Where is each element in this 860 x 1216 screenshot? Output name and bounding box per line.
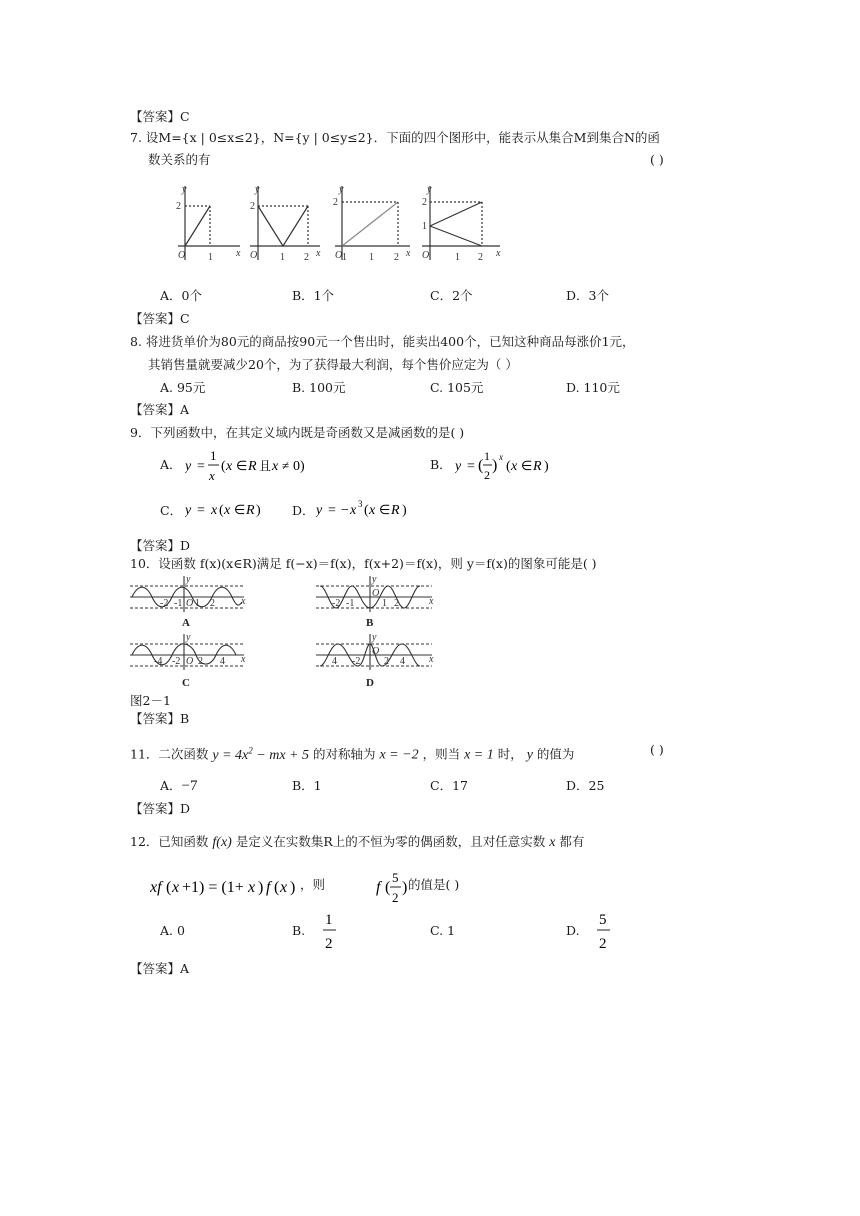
svg-text:2: 2 (394, 252, 399, 263)
svg-text:≠: ≠ (282, 458, 290, 473)
svg-text:5: 5 (599, 912, 607, 928)
svg-text:2: 2 (392, 890, 399, 905)
svg-text:(: ( (274, 879, 280, 896)
svg-text:x: x (316, 248, 321, 259)
q10-figure-caption: 图2－1 (130, 693, 171, 708)
svg-text:x: x (241, 596, 246, 607)
q11-option-c: C．17 (430, 778, 468, 793)
q8-option-a: A. 95元 (160, 380, 206, 395)
q10-graphs (126, 574, 446, 692)
svg-text:O: O (372, 646, 380, 657)
svg-text:-2: -2 (352, 656, 361, 667)
q10-graph-label-a: A (182, 617, 190, 629)
svg-text:): ) (544, 459, 549, 474)
q8-stem-line2: 其销售量就要减少20个，为了获得最大利润，每个售价应定为（ ） (148, 357, 518, 372)
svg-text:且: 且 (259, 459, 272, 473)
q11-y: y (526, 747, 533, 763)
q11-prefix: 11．二次函数 (130, 746, 209, 762)
svg-text:): ) (402, 879, 408, 896)
svg-text:2: 2 (484, 468, 490, 482)
q8-option-b: B. 100元 (292, 380, 346, 395)
q12-option-c: C. 1 (430, 923, 456, 938)
svg-text:2: 2 (599, 936, 607, 952)
svg-text:): ) (492, 457, 498, 474)
svg-text:x: x (224, 503, 231, 518)
q12-option-a: A. 0 (160, 923, 185, 938)
svg-text:2: 2 (304, 252, 309, 263)
svg-text:y: y (455, 459, 462, 474)
q7-graph-3 (335, 186, 410, 260)
svg-text:=: = (197, 459, 205, 474)
svg-text:): ) (402, 503, 407, 518)
svg-text:y: y (186, 574, 191, 585)
answer-q6: 【答案】C (130, 109, 190, 124)
svg-text:3: 3 (358, 499, 363, 509)
svg-text:x: x (350, 503, 357, 518)
q10-graph-label-c: C (182, 677, 190, 689)
svg-text:f: f (376, 879, 381, 896)
svg-text:∈: ∈ (234, 502, 246, 517)
q12-fx: f(x) (212, 835, 232, 850)
svg-text:1: 1 (484, 449, 490, 463)
q11-option-b: B．1 (292, 778, 322, 793)
q10-stem: 10．设函数 f(x)(x∈R)满足 f(−x)＝f(x)，f(x+2)＝f(x)，则 y＝f(x)的图象可能是( ) (130, 556, 597, 571)
svg-text:O: O (372, 588, 380, 599)
q11-answer-paren: ( ) (650, 742, 664, 757)
svg-text:x: x (209, 468, 215, 483)
svg-text:1: 1 (280, 252, 285, 263)
svg-text:2: 2 (478, 252, 483, 263)
svg-text:y: y (186, 632, 191, 643)
svg-text:x: x (211, 503, 218, 518)
svg-text:O: O (335, 250, 343, 261)
svg-text:x: x (499, 452, 503, 462)
svg-text:1: 1 (325, 912, 333, 928)
q7-graph-4 (422, 186, 500, 260)
svg-text:O: O (186, 656, 194, 667)
q9-option-d-formula (316, 496, 416, 522)
svg-text:(: ( (478, 457, 484, 474)
svg-text:2: 2 (422, 197, 427, 208)
svg-text:x: x (280, 879, 288, 896)
answer-q7: 【答案】C (130, 311, 190, 326)
q9-option-a-formula (185, 447, 315, 485)
svg-text:-2: -2 (160, 598, 169, 609)
q11-option-a-value: −7 (181, 778, 198, 794)
svg-text:4: 4 (332, 656, 337, 667)
svg-text:x: x (248, 879, 256, 896)
q11-mid1: 的对称轴为 (312, 746, 376, 762)
svg-text:(: ( (385, 879, 391, 896)
q11-mid2: ，则当 (422, 746, 461, 762)
svg-text:O: O (250, 250, 258, 261)
q11-axis: x = −2 (379, 747, 419, 763)
svg-text:-1: -1 (346, 598, 355, 609)
q11-mid3: 时， (497, 746, 523, 762)
q11-x-value: x = 1 (464, 747, 494, 763)
q12-mid1: 是定义在实数集R上的不恒为零的偶函数，且对任意实数 (235, 834, 546, 849)
q9-option-a-label: A． (160, 457, 182, 472)
svg-text:R: R (391, 503, 400, 518)
svg-text:x: x (226, 459, 233, 474)
answer-q9: 【答案】D (130, 538, 191, 553)
svg-text:-2: -2 (332, 598, 341, 609)
q12-stem-line1 (130, 833, 584, 852)
svg-text:O: O (178, 250, 186, 261)
svg-text:f: f (266, 879, 271, 896)
svg-text:O: O (186, 598, 194, 609)
svg-text:2: 2 (325, 936, 333, 952)
answer-q8: 【答案】A (130, 402, 190, 417)
q11-option-a: A．−7 (160, 778, 198, 794)
svg-text:4: 4 (400, 656, 405, 667)
svg-text:1: 1 (369, 252, 374, 263)
svg-text:): ) (290, 879, 296, 896)
svg-text:x: x (429, 596, 434, 607)
answer-q11: 【答案】D (130, 801, 191, 816)
svg-text:∈: ∈ (379, 502, 391, 517)
svg-text:y: y (185, 503, 192, 518)
svg-text:1: 1 (210, 448, 217, 463)
svg-text:1: 1 (208, 252, 213, 263)
svg-text:x: x (236, 248, 241, 259)
q7-option-a: A．0个 (160, 288, 202, 303)
q7-graphs (170, 180, 630, 270)
svg-text:=: = (328, 503, 336, 518)
svg-text:∈: ∈ (521, 458, 533, 473)
q12-line2-end: 的值是( ) (408, 877, 460, 892)
svg-text:1: 1 (195, 598, 200, 609)
q10-graph-label-b: B (366, 617, 374, 629)
svg-text:=: = (467, 459, 475, 474)
svg-text:(: ( (506, 459, 511, 474)
svg-text:): ) (258, 879, 264, 896)
svg-text:(: ( (221, 459, 226, 474)
q12-option-d-label: D. (566, 923, 580, 938)
q7-option-d: D．3个 (566, 288, 609, 303)
svg-text:O: O (422, 250, 430, 261)
q8-option-d: D. 110元 (566, 380, 620, 395)
q10-graph-label-d: D (366, 677, 374, 689)
svg-text:x: x (172, 879, 180, 896)
svg-text:1: 1 (455, 252, 460, 263)
q8-option-c: C. 105元 (430, 380, 484, 395)
q9-option-b-formula (455, 447, 565, 485)
q7-stem-line2: 数关系的有 (148, 152, 211, 167)
svg-text:R: R (246, 503, 255, 518)
q9-option-d-label: D． (292, 503, 315, 518)
q9-stem: 9．下列函数中，在其定义域内既是奇函数又是减函数的是( ) (130, 425, 465, 440)
svg-text:R: R (248, 459, 257, 474)
svg-text:-2: -2 (172, 656, 181, 667)
q7-graph-2 (250, 186, 320, 260)
svg-text:+1) = (1+: +1) = (1+ (182, 879, 244, 896)
svg-text:R: R (533, 459, 542, 474)
svg-text:2: 2 (176, 201, 181, 212)
svg-text:5: 5 (392, 870, 399, 885)
svg-text:y: y (372, 574, 377, 585)
q7-option-c: C．2个 (430, 288, 473, 303)
q12-mid2: 都有 (559, 834, 585, 849)
q11-mid4: 的值为 (536, 746, 575, 762)
q11-stem (130, 741, 574, 765)
svg-text:1: 1 (382, 598, 387, 609)
q7-graph-1 (178, 186, 240, 260)
svg-text:x: x (272, 459, 279, 474)
svg-text:(: ( (166, 879, 172, 896)
svg-text:x: x (429, 654, 434, 665)
svg-text:y: y (427, 184, 432, 195)
q8-stem-line1: 8. 将进货单价为80元的商品按90元一个售出时，能卖出400个，已知这种商品每涨价1元， (130, 334, 635, 349)
q7-option-b: B．1个 (292, 288, 335, 303)
q12-prefix: 12．已知函数 (130, 834, 209, 849)
q9-option-b-label: B． (430, 457, 452, 472)
svg-text:x: x (496, 248, 501, 259)
svg-text:2: 2 (210, 598, 215, 609)
svg-text:x: x (406, 248, 411, 259)
svg-text:∈: ∈ (236, 458, 248, 473)
svg-text:x: x (369, 503, 376, 518)
svg-text:2: 2 (250, 201, 255, 212)
svg-text:y: y (185, 459, 192, 474)
answer-q10: 【答案】B (130, 711, 190, 726)
q12-option-b-value (322, 910, 338, 952)
svg-text:y: y (255, 184, 260, 195)
q12-option-d-value (596, 910, 612, 952)
svg-text:2: 2 (384, 656, 389, 667)
svg-text:-4: -4 (154, 656, 163, 667)
svg-text:y: y (316, 503, 323, 518)
q12-line2-mid: ，则 (300, 877, 326, 892)
svg-text:1: 1 (422, 221, 427, 232)
q12-x: x (549, 835, 556, 850)
svg-text:xf: xf (150, 879, 162, 896)
svg-text:=: = (197, 503, 205, 518)
q12-option-b-label: B. (292, 923, 306, 938)
svg-text:2: 2 (333, 197, 338, 208)
svg-text:y: y (372, 632, 377, 643)
svg-text:x: x (241, 654, 246, 665)
svg-text:(: ( (219, 503, 224, 518)
svg-text:1: 1 (342, 252, 347, 263)
svg-text:x: x (511, 459, 518, 474)
q9-option-c-label: C． (160, 503, 183, 518)
svg-text:y: y (182, 184, 187, 195)
q11-option-d: D．25 (566, 778, 605, 793)
svg-text:−: − (341, 503, 349, 518)
q7-stem-line1: 7. 设M={x | 0≤x≤2}，N={y | 0≤y≤2}．下面的四个图形中，能表示从集合M到集合N的函 (130, 130, 660, 145)
q11-function: $y = 4x^2$ − mx + 5 (212, 745, 309, 763)
svg-text:2: 2 (394, 598, 399, 609)
svg-text:): ) (256, 503, 261, 518)
svg-text:y: y (339, 184, 344, 195)
q9-option-c-formula (185, 498, 275, 522)
svg-text:-1: -1 (174, 598, 183, 609)
q7-answer-paren: ( ) (650, 152, 664, 167)
answer-q12: 【答案】A (130, 961, 190, 976)
svg-text:0): 0) (293, 459, 305, 474)
svg-text:(: ( (364, 503, 369, 518)
svg-text:2: 2 (198, 656, 203, 667)
svg-text:4: 4 (220, 656, 225, 667)
